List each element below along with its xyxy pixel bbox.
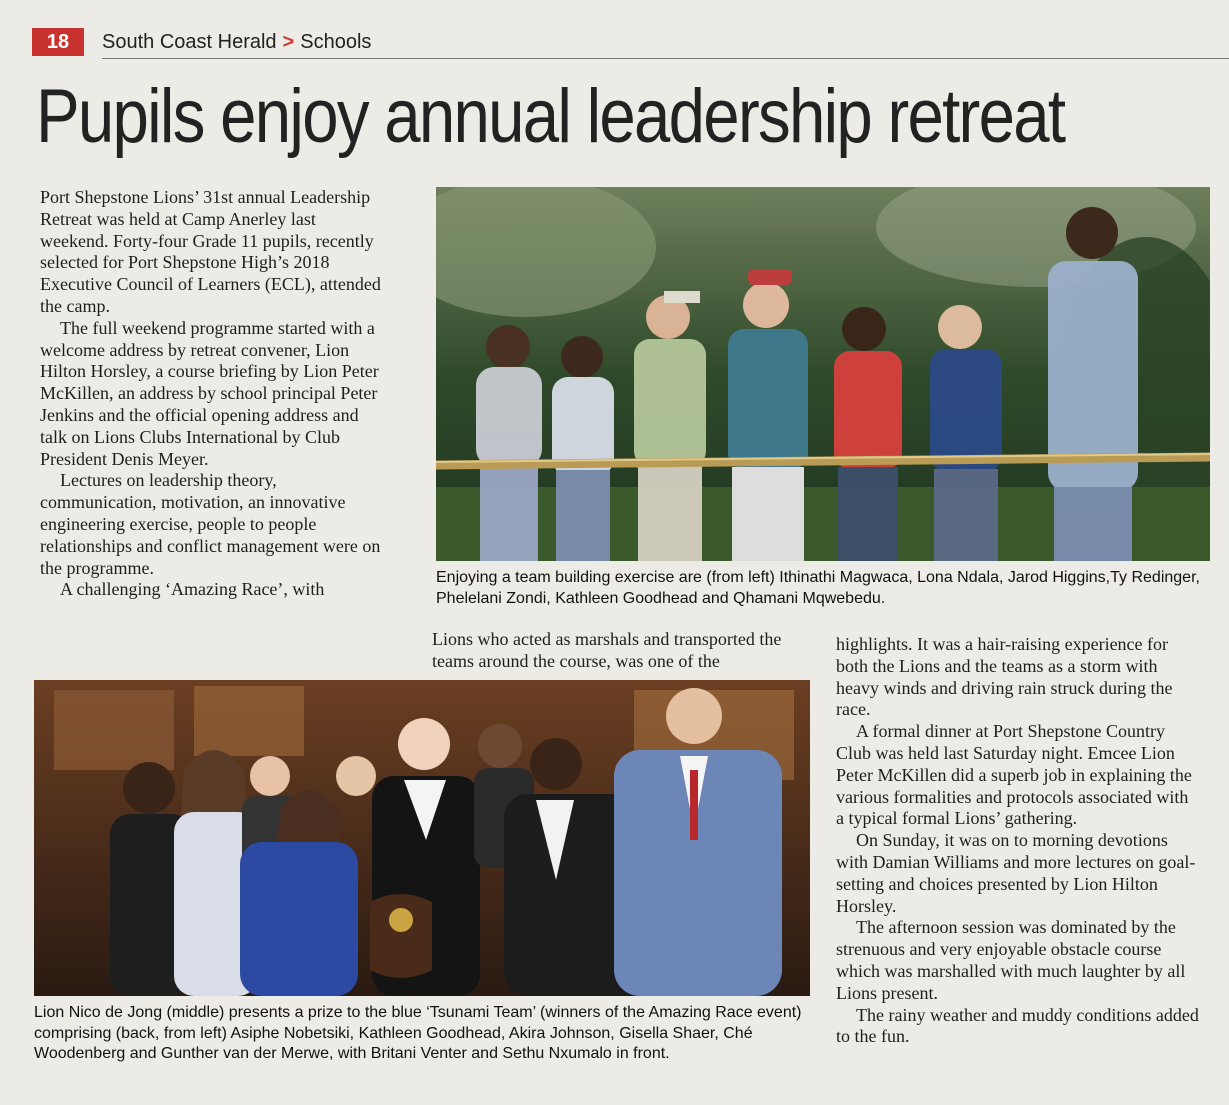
team-building-photo-image [436,187,1210,561]
breadcrumb [102,28,371,56]
publication-name: South Coast Herald [102,31,277,53]
paragraph: A challenging ‘Amazing Race’, with [60,579,325,600]
article-column-3 [836,634,1200,1048]
paragraph: The rainy weather and muddy conditions added to the fun. [836,1004,1199,1047]
paragraph: The full weekend programme started with a welcome address by retreat convener, Lion Hilton Horsley, a course briefing by Lion Peter McKillen, an address by school principal Peter Jenkins and the official opening address and talk on Lions Clubs International by Club President Denis Meyer. [40,317,379,469]
header-rule [102,58,1229,59]
article-column-1 [40,187,385,601]
team-building-photo [436,187,1210,561]
section-name: Schools [300,31,372,53]
paragraph: Lectures on leadership theory, communication, motivation, an innovative engineering exercise, people to people relationships and conflict management were on the programme. [40,470,381,578]
bottom-photo-caption: Lion Nico de Jong (middle) presents a prize to the blue ‘Tsunami Team’ (winners of the Amazing Race event) comprising (back, from left) Asiphe Nobetsiki, Kathleen Goodhead, Akira Johnson, Gisella Shaer, Ché Woodenberg and Gunther van der Merwe, with Britani Venter and Sethu Nxumalo in front. [34,1004,802,1062]
paragraph: On Sunday, it was on to morning devotions with Damian Williams and more lectures on goal-setting and choices presented by Lion Hilton Horsley. [836,830,1196,916]
award-dinner-photo-image [34,680,810,996]
paragraph: highlights. It was a hair-raising experience for both the Lions and the teams as a storm with heavy winds and driving rain struck during the race. [836,634,1173,720]
page-number-badge: 18 [32,28,84,56]
article-headline: Pupils enjoy annual leadership retreat [36,74,1065,159]
paragraph: Port Shepstone Lions’ 31st annual Leadership Retreat was held at Camp Anerley last weekend. Forty-four Grade 11 pupils, recently selected for Port Shepstone High’s 2018 Executive Council of Learners (ECL), attended the camp. [40,187,381,316]
breadcrumb-separator: > [282,31,295,53]
paragraph: A formal dinner at Port Shepstone Country Club was held last Saturday night. Emcee Lion Peter McKillen did a superb job in explaining the various formalities and protocols associated with a typical formal Lions’ gathering. [836,721,1192,829]
paragraph: The afternoon session was dominated by the strenuous and very enjoyable obstacle course which was marshalled with much laughter by all Lions present. [836,917,1186,1003]
page-header [32,24,1229,58]
top-photo-caption: Enjoying a team building exercise are (from left) Ithinathi Magwaca, Lona Ndala, Jarod Higgins,Ty Redinger, Phelelani Zondi, Kathleen Goodhead and Qhamani Mqwebedu. [436,569,1200,607]
award-dinner-photo [34,680,810,996]
article-column-2: Lions who acted as marshals and transported the teams around the course, was one of the [432,629,782,671]
